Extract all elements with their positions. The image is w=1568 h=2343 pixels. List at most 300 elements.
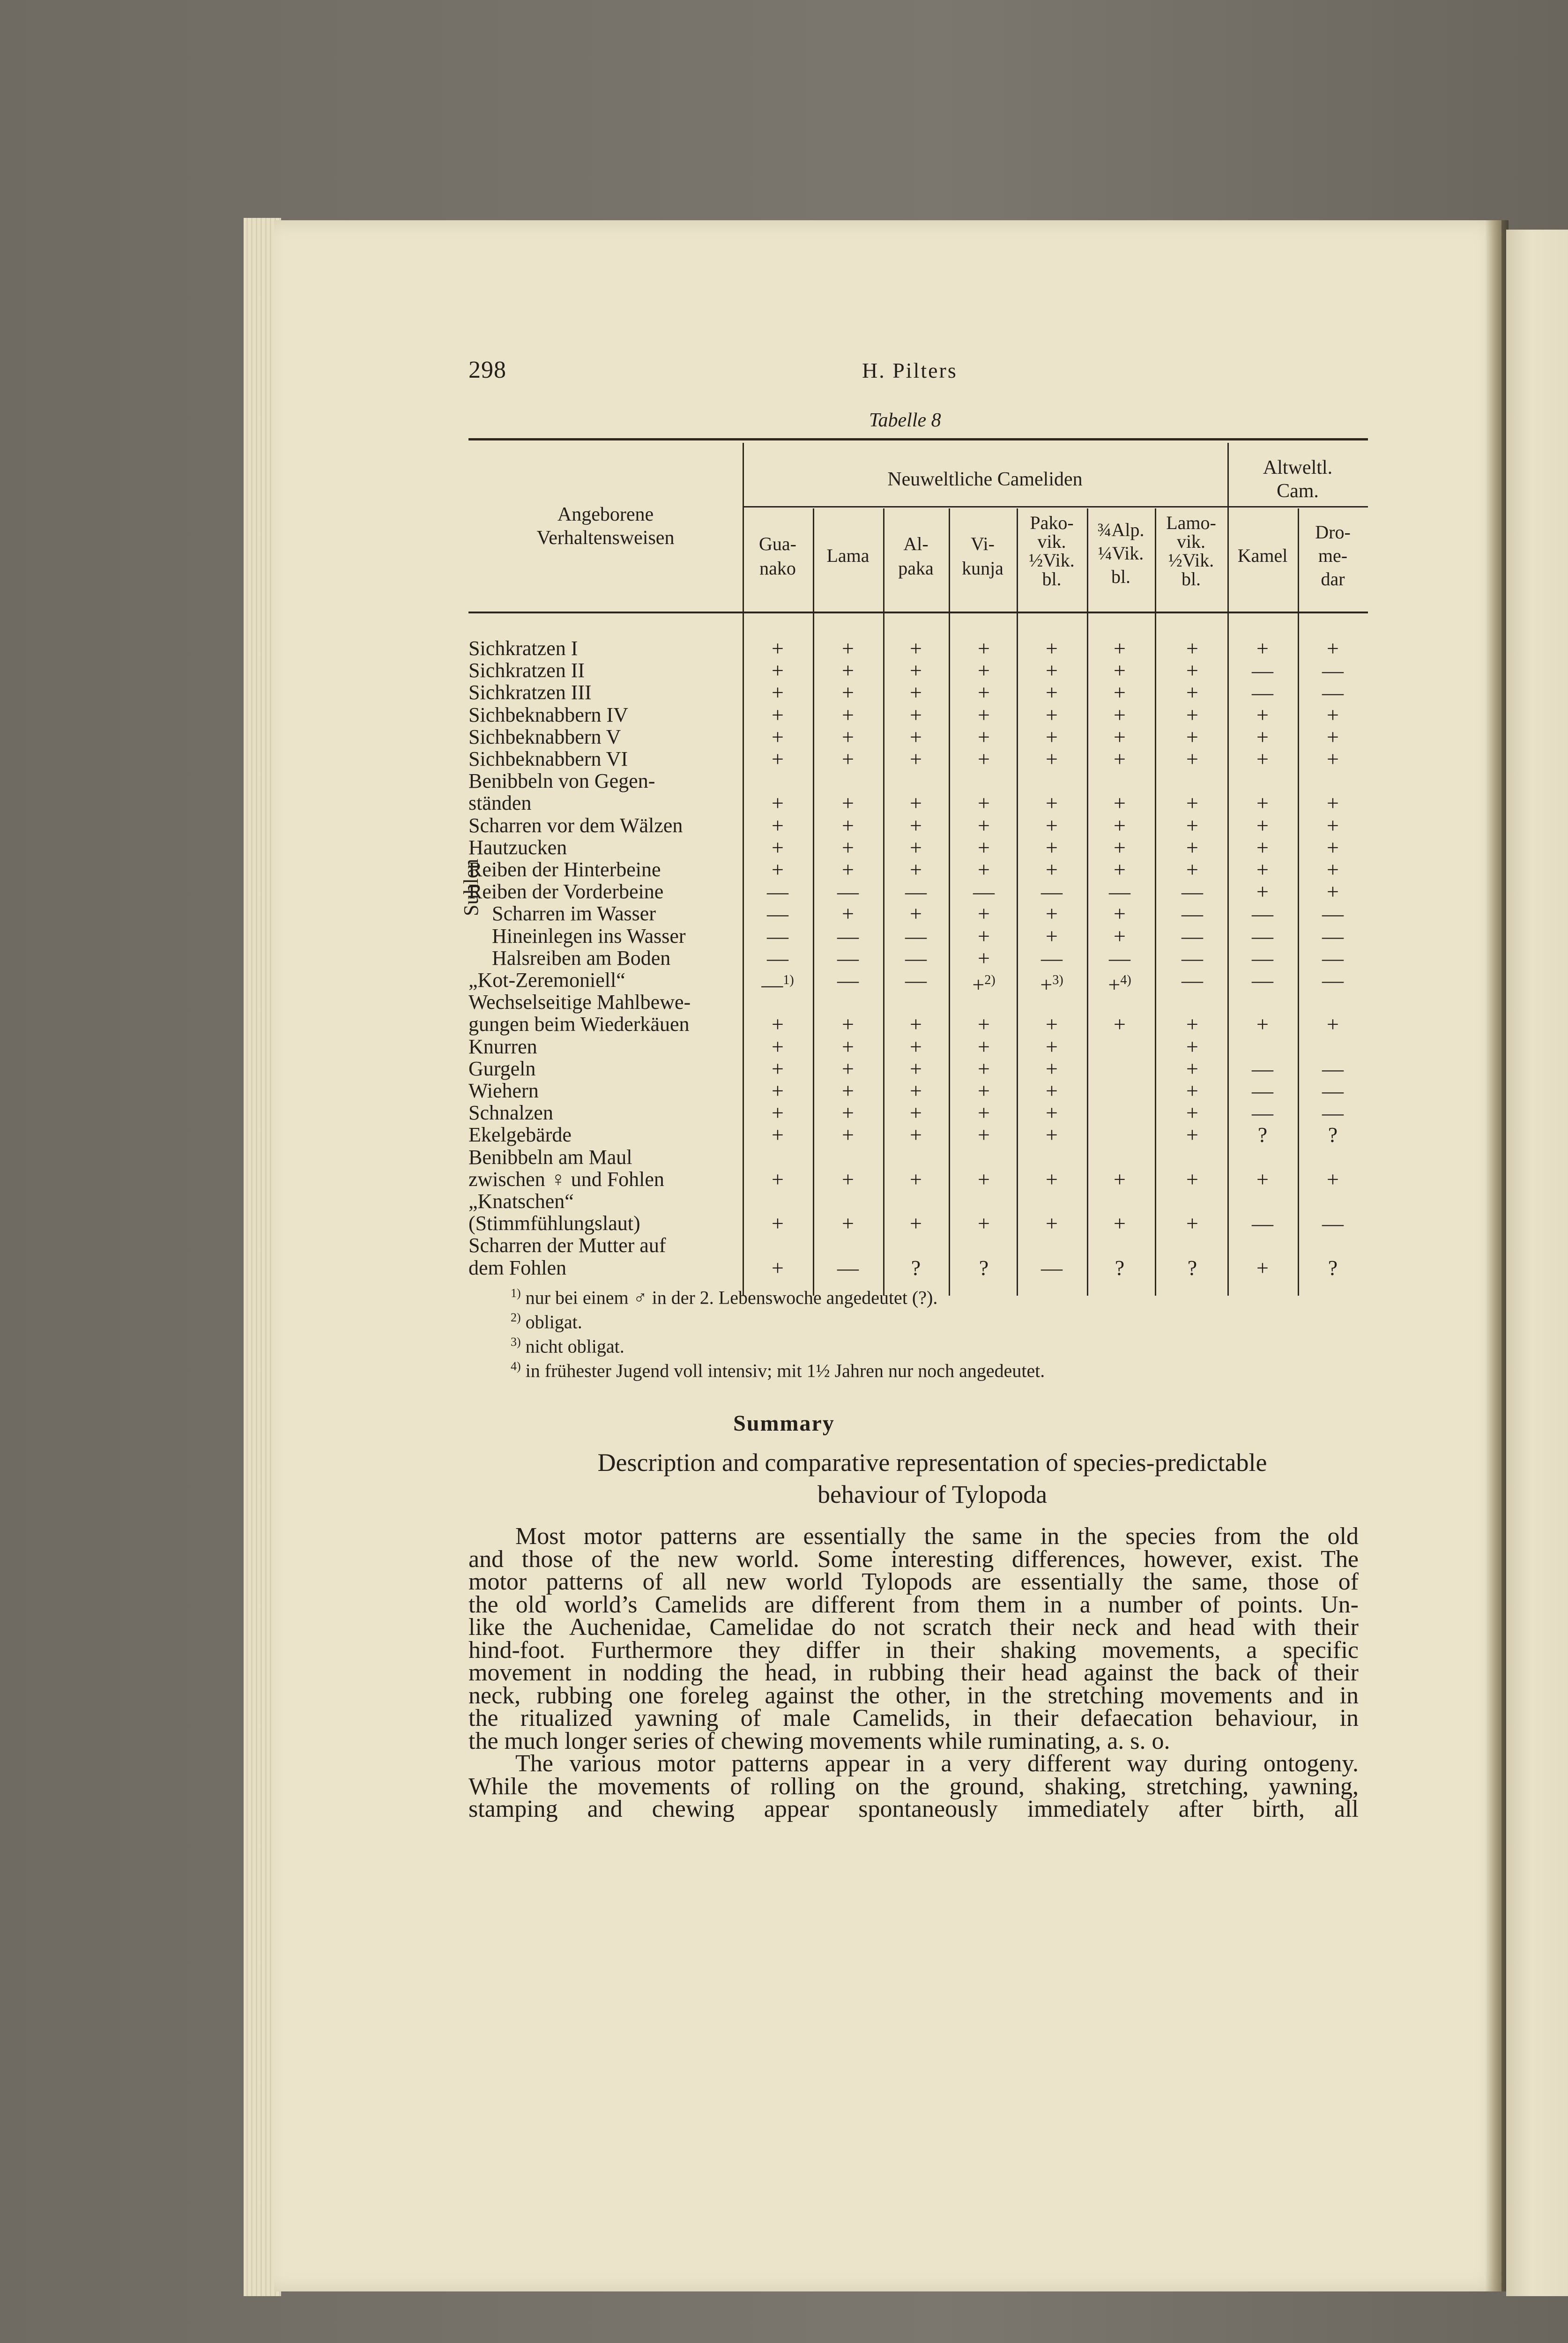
- column-header-4-line-2: kunja: [962, 558, 1003, 579]
- cell-r22-c8: +: [1256, 1167, 1269, 1191]
- cell-r11-c2: —: [837, 880, 859, 904]
- cell-r23-c3: +: [910, 1211, 922, 1236]
- cell-r11-c4: —: [973, 880, 995, 904]
- cell-r6-c5: +: [1046, 747, 1058, 771]
- group-header-old-world-line-2: Cam.: [1277, 480, 1319, 502]
- cell-r7-c2: +: [842, 791, 854, 815]
- cell-r23-c7: +: [1186, 1211, 1198, 1236]
- cell-r1-c2: +: [842, 636, 854, 660]
- cell-r5-c2: +: [842, 724, 854, 749]
- cell-r4-c6: +: [1114, 702, 1126, 727]
- cell-r16-c4: +: [978, 1012, 990, 1037]
- cell-r1-c5: +: [1046, 636, 1058, 660]
- cell-r14-c1: —: [767, 946, 788, 970]
- cell-r4-c3: +: [910, 702, 922, 727]
- cell-r24-c5: —: [1041, 1255, 1063, 1280]
- cell-r24-c4: ?: [979, 1255, 989, 1280]
- column-header-7-line-2: vik.: [1176, 531, 1206, 552]
- cell-r7-c9: +: [1327, 791, 1339, 815]
- cell-r18-c5: +: [1046, 1056, 1058, 1081]
- cell-r17-c3: +: [910, 1034, 922, 1059]
- row-label-17-line-1: Knurren: [468, 1035, 537, 1058]
- cell-r10-c9: +: [1327, 858, 1339, 881]
- cell-r2-c1: +: [772, 658, 784, 683]
- footnote-mark: 4): [511, 1359, 521, 1373]
- cell-r4-c7: +: [1186, 702, 1198, 727]
- footnote-text: nicht obligat.: [520, 1336, 624, 1357]
- cell-r8-c7: +: [1186, 813, 1198, 837]
- header-bottom-rule: [468, 612, 1368, 613]
- cell-r8-c5: +: [1046, 813, 1058, 837]
- footnote-text: obligat.: [520, 1311, 582, 1333]
- cell-r15-c4: +$^{2)}$: [972, 972, 996, 997]
- cell-r17-c4: +: [978, 1034, 990, 1059]
- summary-p1-line-4: the old world’s Camelids are different from them in a number of points. Un-: [468, 1591, 1359, 1618]
- cell-r9-c8: +: [1256, 835, 1269, 859]
- cell-r6-c6: +: [1114, 747, 1126, 771]
- cell-r23-c5: +: [1046, 1211, 1058, 1236]
- cell-r6-c8: +: [1256, 747, 1269, 771]
- cell-r9-c3: +: [910, 835, 922, 859]
- cell-r12-c5: +: [1046, 902, 1058, 926]
- cell-r15-c2: —: [837, 968, 859, 992]
- cell-r24-c3: ?: [911, 1255, 921, 1280]
- cell-r2-c4: +: [978, 658, 990, 683]
- cell-r12-c2: +: [842, 902, 854, 926]
- footnote-text: nur bei einem ♂ in der 2. Lebenswoche angedeutet (?).: [520, 1287, 938, 1308]
- footnote-marker: 4): [1120, 973, 1131, 987]
- cell-r15-c7: —: [1182, 968, 1203, 992]
- cell-r12-c1: —: [767, 902, 788, 926]
- cell-r16-c1: +: [772, 1012, 784, 1037]
- column-header-5-line-1: Pako-: [1030, 512, 1074, 533]
- summary-p1-line-9: the ritualized yawning of male Camelids, in their defaecation behaviour, in: [468, 1705, 1359, 1731]
- cell-r20-c9: —: [1322, 1101, 1344, 1125]
- summary-p2-line-2: While the movements of rolling on the ground, shaking, stretching, yawning,: [468, 1773, 1359, 1800]
- summary-p1-line-3: motor patterns of all new world Tylopods are essentially the same, those of: [468, 1568, 1359, 1595]
- cell-r2-c6: +: [1114, 658, 1126, 683]
- summary-p1-line-2: and those of the new world. Some interesting differences, however, exist. The: [468, 1545, 1359, 1573]
- cell-r14-c3: —: [905, 946, 927, 970]
- cell-r20-c4: +: [978, 1101, 990, 1125]
- summary-p1-line-10: the much longer series of chewing movements while ruminating, a. s. o.: [468, 1727, 1170, 1754]
- cell-r8-c1: +: [772, 813, 784, 837]
- cell-r15-c9: —: [1322, 968, 1344, 992]
- cell-r5-c6: +: [1114, 724, 1126, 749]
- cell-r9-c9: +: [1327, 835, 1339, 859]
- cell-r3-c7: +: [1186, 680, 1198, 705]
- cell-r3-c3: +: [910, 680, 922, 705]
- cell-r12-c8: —: [1252, 902, 1273, 926]
- cell-r22-c1: +: [772, 1167, 784, 1191]
- footnote-mark: 2): [511, 1311, 521, 1324]
- cell-r7-c8: +: [1256, 791, 1269, 815]
- summary-p2-line-1: The various motor patterns appear in a very different way during ontogeny.: [515, 1750, 1359, 1777]
- cell-r9-c7: +: [1186, 835, 1198, 859]
- cell-r19-c5: +: [1046, 1079, 1058, 1103]
- table-top-rule: [468, 438, 1368, 440]
- cell-r13-c5: +: [1046, 924, 1058, 948]
- row-label-7-line-2: ständen: [468, 791, 532, 815]
- cell-r18-c9: —: [1322, 1056, 1344, 1081]
- cell-r24-c9: ?: [1328, 1255, 1338, 1280]
- column-header-5-line-2: vik.: [1037, 531, 1066, 552]
- row-header-line-2: Verhaltensweisen: [536, 527, 675, 549]
- row-label-11-line-1: Reiben der Vorderbeine: [468, 880, 664, 903]
- row-label-7-line-1: Benibbeln von Gegen-: [468, 769, 655, 793]
- cell-r7-c3: +: [910, 791, 922, 815]
- cell-r24-c1: +: [772, 1255, 784, 1280]
- cell-r19-c8: —: [1252, 1079, 1273, 1103]
- cell-r18-c8: —: [1252, 1056, 1273, 1081]
- cell-r11-c9: +: [1327, 880, 1339, 904]
- cell-r16-c6: +: [1114, 1012, 1126, 1037]
- cell-r3-c5: +: [1046, 680, 1058, 705]
- row-label-5-line-1: Sichbeknabbern V: [468, 725, 621, 748]
- cell-r18-c3: +: [910, 1056, 922, 1081]
- cell-r23-c6: +: [1114, 1211, 1126, 1236]
- cell-r6-c1: +: [772, 747, 784, 771]
- row-header-line-1: Angeborene: [557, 504, 654, 525]
- cell-r6-c3: +: [910, 747, 922, 771]
- cell-r13-c7: —: [1182, 924, 1203, 948]
- cell-r12-c9: —: [1322, 902, 1344, 926]
- cell-r8-c2: +: [842, 813, 854, 837]
- cell-r9-c5: +: [1046, 835, 1058, 859]
- cell-r22-c5: +: [1046, 1167, 1058, 1191]
- group-header-old-world-line-1: Altweltl.: [1263, 457, 1333, 478]
- cell-r14-c6: —: [1109, 946, 1130, 970]
- cell-r13-c9: —: [1322, 924, 1344, 948]
- cell-r24-c6: ?: [1115, 1255, 1125, 1280]
- cell-r21-c8: ?: [1257, 1123, 1268, 1147]
- column-header-1-line-2: nako: [759, 558, 796, 579]
- column-header-1-line-1: Gua-: [759, 533, 796, 554]
- cell-r11-c7: —: [1182, 880, 1203, 904]
- cell-r2-c9: —: [1322, 658, 1344, 683]
- cell-r21-c1: +: [772, 1123, 784, 1147]
- column-header-9-line-1: Dro-: [1315, 522, 1351, 543]
- column-divider: [1155, 508, 1156, 1296]
- cell-r3-c6: +: [1114, 680, 1126, 705]
- footnote-1: [511, 1286, 937, 1308]
- cell-r6-c9: +: [1327, 747, 1339, 771]
- cell-r1-c3: +: [910, 636, 922, 660]
- column-header-8-line-1: Kamel: [1237, 545, 1288, 566]
- cell-r4-c5: +: [1046, 702, 1058, 727]
- cell-r16-c7: +: [1186, 1012, 1198, 1037]
- column-header-2-line-1: Lama: [826, 545, 869, 566]
- cell-r13-c3: —: [905, 924, 927, 948]
- row-label-20-line-1: Schnalzen: [468, 1101, 553, 1125]
- cell-r23-c9: —: [1322, 1211, 1344, 1236]
- cell-r18-c2: +: [842, 1056, 854, 1081]
- cell-r22-c6: +: [1114, 1167, 1126, 1191]
- cell-r8-c8: +: [1256, 813, 1269, 837]
- cell-r23-c1: +: [772, 1211, 784, 1236]
- column-header-3-line-1: Al-: [903, 533, 929, 554]
- cell-r10-c6: +: [1114, 858, 1126, 881]
- cell-r10-c1: +: [772, 858, 784, 881]
- cell-r14-c5: —: [1041, 946, 1063, 970]
- cell-r5-c9: +: [1327, 724, 1339, 749]
- cell-r15-c1: —$^{1)}$: [761, 972, 794, 997]
- suhlen-vertical-label: Suhlen: [460, 858, 483, 916]
- cell-r13-c2: —: [837, 924, 859, 948]
- row-label-24-line-1: Scharren der Mutter auf: [468, 1234, 666, 1257]
- summary-p1-line-1: Most motor patterns are essentially the same in the species from the old: [515, 1523, 1359, 1550]
- cell-r10-c2: +: [842, 858, 854, 881]
- cell-r2-c3: +: [910, 658, 922, 683]
- cell-r23-c2: +: [842, 1211, 854, 1236]
- cell-r19-c4: +: [978, 1079, 990, 1103]
- cell-r3-c1: +: [772, 680, 784, 705]
- cell-r5-c1: +: [772, 724, 784, 749]
- cell-r22-c7: +: [1186, 1167, 1198, 1191]
- cell-r5-c3: +: [910, 724, 922, 749]
- column-header-7-line-1: Lamo-: [1166, 512, 1216, 533]
- cell-r1-c1: +: [772, 636, 784, 660]
- row-label-13-line-1: Hineinlegen ins Wasser: [492, 924, 686, 948]
- cell-r13-c8: —: [1252, 924, 1273, 948]
- footnote-4: [511, 1359, 1045, 1381]
- row-label-23-line-2: (Stimmfühlungslaut): [468, 1212, 640, 1235]
- row-label-18-line-1: Gurgeln: [468, 1057, 536, 1080]
- cell-r19-c9: —: [1322, 1079, 1344, 1103]
- cell-r3-c2: +: [842, 680, 854, 705]
- cell-r11-c5: —: [1041, 880, 1063, 904]
- column-header-5-line-3: ½Vik.: [1029, 550, 1075, 571]
- summary-p1-line-7: movement in nodding the head, in rubbing their head against the back of their: [468, 1659, 1359, 1686]
- cell-r15-c3: —: [905, 968, 927, 992]
- cell-r4-c9: +: [1327, 702, 1339, 727]
- cell-r10-c3: +: [910, 858, 922, 881]
- footnote-2: [511, 1311, 582, 1333]
- footnote-3: [511, 1335, 624, 1357]
- cell-r4-c8: +: [1256, 702, 1269, 727]
- cell-r23-c4: +: [978, 1211, 990, 1236]
- footnote-marker: 1): [783, 973, 794, 987]
- row-label-19-line-1: Wiehern: [468, 1079, 539, 1102]
- row-label-15-line-1: „Kot-Zeremoniell“: [468, 969, 625, 992]
- summary-p1-line-6: hind-foot. Furthermore they differ in their shaking movements, a specific: [468, 1636, 1359, 1664]
- cell-r14-c8: —: [1252, 946, 1273, 970]
- cell-r2-c8: —: [1252, 658, 1273, 683]
- cell-r7-c1: +: [772, 791, 784, 815]
- cell-r5-c4: +: [978, 724, 990, 749]
- cell-r17-c5: +: [1046, 1034, 1058, 1059]
- cell-r14-c2: —: [837, 946, 859, 970]
- cell-r14-c7: —: [1182, 946, 1203, 970]
- cell-r24-c2: —: [837, 1255, 859, 1280]
- cell-r22-c9: +: [1327, 1167, 1339, 1191]
- cell-r6-c4: +: [978, 747, 990, 771]
- cell-r21-c4: +: [978, 1123, 990, 1147]
- cell-r5-c7: +: [1186, 724, 1198, 749]
- row-label-16-line-1: Wechselseitige Mahlbewe-: [468, 991, 691, 1014]
- cell-r10-c5: +: [1046, 858, 1058, 881]
- cell-r15-c8: —: [1252, 968, 1273, 992]
- cell-r21-c5: +: [1046, 1123, 1058, 1147]
- footnote-mark: 3): [511, 1335, 521, 1349]
- cell-r22-c2: +: [842, 1167, 854, 1191]
- cell-r1-c6: +: [1114, 636, 1126, 660]
- cell-r21-c9: ?: [1328, 1123, 1338, 1147]
- cell-r20-c3: +: [910, 1101, 922, 1125]
- cell-r18-c7: +: [1186, 1056, 1198, 1081]
- cell-r8-c3: +: [910, 813, 922, 837]
- row-label-22-line-2: zwischen ♀ und Fohlen: [468, 1167, 664, 1191]
- footnote-marker: 3): [1052, 973, 1063, 987]
- row-label-12-line-1: Scharren im Wasser: [492, 902, 656, 925]
- column-header-6-line-2: ¼Vik.: [1098, 543, 1144, 564]
- cell-r17-c1: +: [772, 1034, 784, 1059]
- cell-r13-c1: —: [767, 924, 788, 948]
- cell-r21-c7: +: [1186, 1123, 1198, 1147]
- cell-r21-c2: +: [842, 1123, 854, 1147]
- row-label-2-line-1: Sichkratzen II: [468, 659, 585, 682]
- column-header-9-line-3: dar: [1321, 568, 1345, 589]
- column-header-7-line-4: bl.: [1181, 568, 1201, 589]
- cell-r12-c6: +: [1114, 902, 1126, 926]
- row-label-9-line-1: Hautzucken: [468, 836, 567, 859]
- table-title: Tabelle 8: [869, 410, 941, 431]
- cell-r3-c9: —: [1322, 680, 1344, 705]
- cell-r16-c9: +: [1327, 1012, 1339, 1037]
- footnote-marker: 2): [984, 973, 996, 987]
- cell-r2-c5: +: [1046, 658, 1058, 683]
- cell-r8-c4: +: [978, 813, 990, 837]
- footnote-mark: 1): [511, 1286, 521, 1300]
- cell-r24-c8: +: [1256, 1255, 1269, 1280]
- cell-r15-c5: +$^{3)}$: [1040, 972, 1063, 997]
- cell-r16-c2: +: [842, 1012, 854, 1037]
- cell-r14-c4: +: [978, 946, 990, 970]
- cell-r3-c4: +: [978, 680, 990, 705]
- facing-page: [1506, 230, 1568, 2296]
- cell-r4-c1: +: [772, 702, 784, 727]
- cell-r2-c7: +: [1186, 658, 1198, 683]
- cell-r12-c3: +: [910, 902, 922, 926]
- cell-r23-c8: —: [1252, 1211, 1273, 1236]
- cell-r19-c7: +: [1186, 1079, 1198, 1103]
- cell-r20-c5: +: [1046, 1101, 1058, 1125]
- row-label-21-line-1: Ekelgebärde: [468, 1123, 572, 1147]
- cell-r16-c8: +: [1256, 1012, 1269, 1037]
- row-label-22-line-1: Benibbeln am Maul: [468, 1145, 632, 1169]
- summary-p1-line-8: neck, rubbing one foreleg against the other, in the stretching movements and in: [468, 1682, 1359, 1709]
- cell-r22-c3: +: [910, 1167, 922, 1191]
- cell-r16-c5: +: [1046, 1012, 1058, 1037]
- cell-r16-c3: +: [910, 1012, 922, 1037]
- cell-r6-c7: +: [1186, 747, 1198, 771]
- cell-r19-c3: +: [910, 1079, 922, 1103]
- cell-r12-c4: +: [978, 902, 990, 926]
- cell-r10-c7: +: [1186, 858, 1198, 881]
- cell-r7-c4: +: [978, 791, 990, 815]
- cell-r10-c4: +: [978, 858, 990, 881]
- cell-r13-c6: +: [1114, 924, 1126, 948]
- cell-r1-c9: +: [1327, 636, 1339, 660]
- cell-r20-c8: —: [1252, 1101, 1273, 1125]
- cell-r10-c8: +: [1256, 858, 1269, 881]
- cell-r5-c8: +: [1256, 724, 1269, 749]
- row-label-8-line-1: Scharren vor dem Wälzen: [468, 813, 683, 837]
- cell-r22-c4: +: [978, 1167, 990, 1191]
- cell-r17-c2: +: [842, 1034, 854, 1059]
- column-header-4-line-1: Vi-: [971, 533, 995, 554]
- summary-p1-line-5: like the Auchenidae, Camelidae do not scratch their neck and head with their: [468, 1614, 1359, 1641]
- cell-r21-c3: +: [910, 1123, 922, 1147]
- row-label-14-line-1: Halsreiben am Boden: [492, 946, 671, 970]
- cell-r11-c6: —: [1109, 880, 1130, 904]
- cell-r9-c6: +: [1114, 835, 1126, 859]
- cell-r11-c8: +: [1256, 880, 1269, 904]
- summary-subtitle-line-2: behaviour of Tylopoda: [817, 1480, 1048, 1508]
- row-label-24-line-2: dem Fohlen: [468, 1256, 566, 1279]
- cell-r7-c7: +: [1186, 791, 1198, 815]
- page-number: 298: [468, 357, 506, 383]
- cell-r4-c2: +: [842, 702, 854, 727]
- row-label-6-line-1: Sichbeknabbern VI: [468, 747, 628, 770]
- column-header-6-line-3: bl.: [1111, 566, 1131, 587]
- cell-r13-c4: +: [978, 924, 990, 948]
- cell-r20-c7: +: [1186, 1101, 1198, 1125]
- cell-r20-c1: +: [772, 1101, 784, 1125]
- row-label-23-line-1: „Knatschen“: [468, 1190, 574, 1213]
- cell-r12-c7: —: [1182, 902, 1203, 926]
- cell-r1-c7: +: [1186, 636, 1198, 660]
- cell-r20-c2: +: [842, 1101, 854, 1125]
- column-header-9-line-2: me-: [1318, 545, 1348, 566]
- group-header-new-world: Neuweltliche Cameliden: [887, 469, 1083, 490]
- cell-r24-c7: ?: [1187, 1255, 1197, 1280]
- row-label-10-line-1: Reiben der Hinterbeine: [468, 858, 661, 881]
- cell-r9-c2: +: [842, 835, 854, 859]
- cell-r15-c6: +$^{4)}$: [1108, 972, 1131, 997]
- cell-r6-c2: +: [842, 747, 854, 771]
- cell-r2-c2: +: [842, 658, 854, 683]
- cell-r1-c8: +: [1256, 636, 1269, 660]
- row-label-1-line-1: Sichkratzen I: [468, 637, 578, 660]
- footnote-text: in frühester Jugend voll intensiv; mit 1½ Jahren nur noch angedeutet.: [520, 1360, 1045, 1381]
- cell-r9-c1: +: [772, 835, 784, 859]
- column-header-7-line-3: ½Vik.: [1168, 550, 1214, 571]
- cell-r19-c1: +: [772, 1079, 784, 1103]
- summary-heading: Summary: [733, 1411, 835, 1436]
- row-label-3-line-1: Sichkratzen III: [468, 681, 592, 704]
- summary-subtitle-line-1: Description and comparative representation of species-predictable: [597, 1448, 1267, 1477]
- cell-r18-c4: +: [978, 1056, 990, 1081]
- cell-r11-c3: —: [905, 880, 927, 904]
- group-header-rule: [743, 506, 1368, 507]
- column-header-5-line-4: bl.: [1042, 568, 1062, 589]
- column-header-3-line-2: paka: [898, 558, 934, 579]
- cell-r8-c6: +: [1114, 813, 1126, 837]
- cell-r7-c6: +: [1114, 791, 1126, 815]
- cell-r5-c5: +: [1046, 724, 1058, 749]
- cell-r9-c4: +: [978, 835, 990, 859]
- cell-r3-c8: —: [1252, 680, 1273, 705]
- cell-r1-c4: +: [978, 636, 990, 660]
- cell-r18-c1: +: [772, 1056, 784, 1081]
- cell-r19-c2: +: [842, 1079, 854, 1103]
- row-label-16-line-2: gungen beim Wiederkäuen: [468, 1013, 690, 1036]
- book-gutter: [1485, 220, 1509, 2291]
- cell-r8-c9: +: [1327, 813, 1339, 837]
- cell-r7-c5: +: [1046, 791, 1058, 815]
- running-head-author: H. Pilters: [862, 358, 958, 382]
